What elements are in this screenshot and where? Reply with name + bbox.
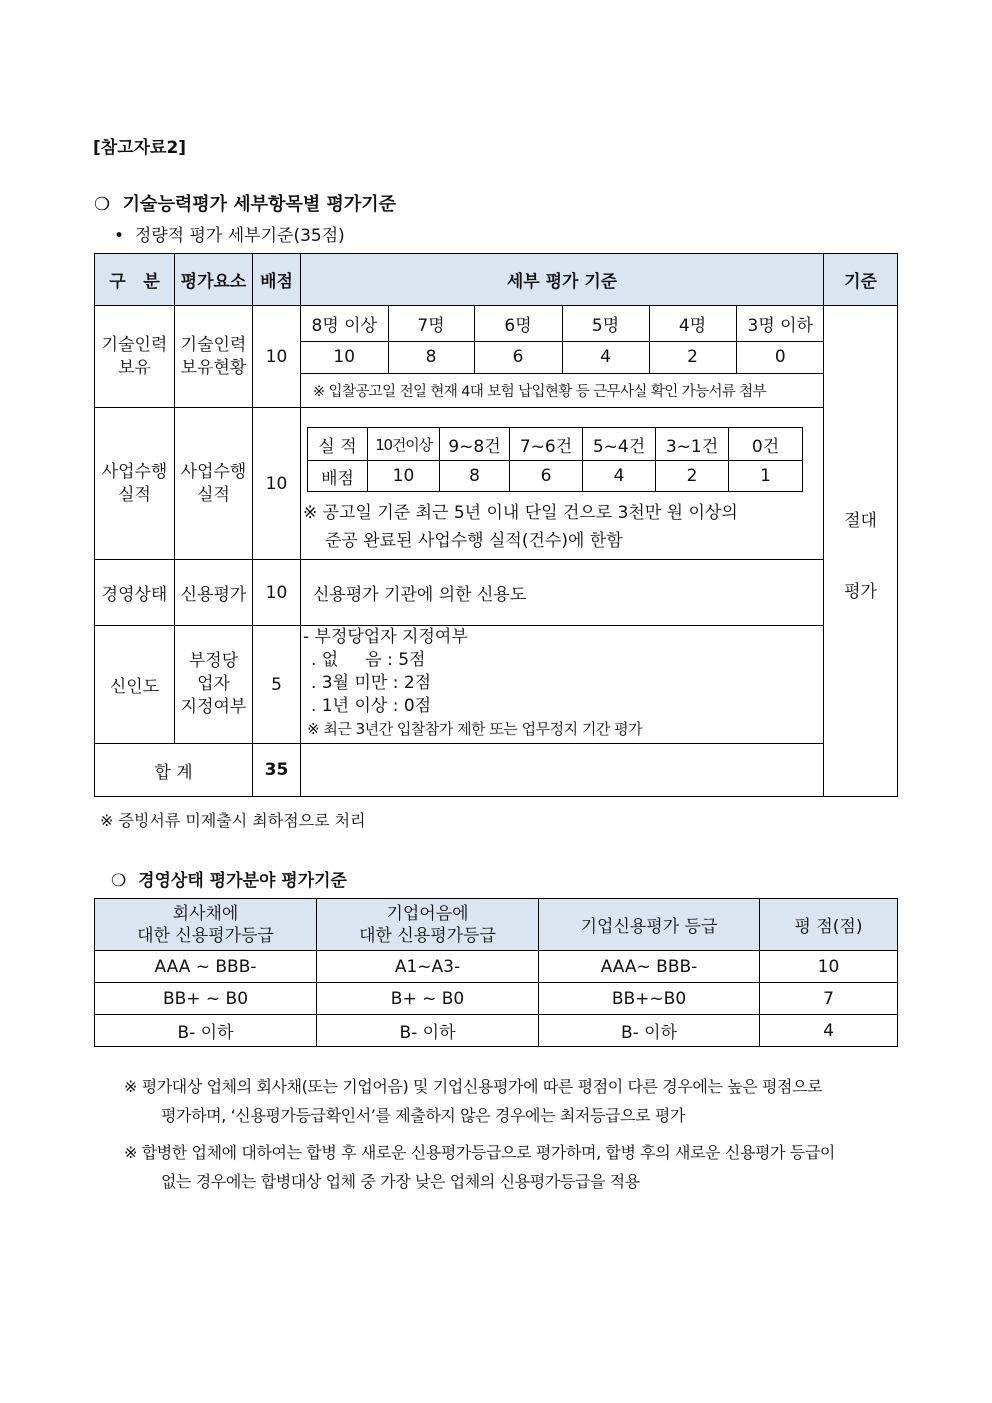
- reference-title: [참고자료2]: [93, 138, 187, 158]
- tech-note: ※ 입찰공고일 전일 현재 4대 보험 납입현황 등 근무사실 확인 가능서류 첨부: [313, 383, 767, 400]
- note-block-2: [124, 1138, 904, 1196]
- trust-detail: [301, 626, 824, 744]
- total-detail: [301, 744, 824, 797]
- header-element: 평가요소: [175, 254, 253, 306]
- rating-cell: B- 이하: [539, 1015, 760, 1047]
- evaluation-table: [94, 253, 898, 797]
- header-detail: 세부 평가 기준: [301, 254, 824, 306]
- tech-level-cell: 4명: [649, 306, 736, 341]
- biz-head-label: 실 적: [308, 428, 368, 461]
- biz-point-cell: 4: [583, 461, 656, 492]
- credit-rating-table: [94, 898, 898, 1047]
- biz-level-cell: 0건: [729, 428, 803, 461]
- mgmt-category: 경영상태: [95, 560, 175, 626]
- criteria-label-2: 평가: [844, 582, 877, 602]
- note-1-line-2: 평가하며, ‘신용평가등급확인서’를 제출하지 않은 경우에는 최저등급으로 평가: [161, 1106, 685, 1125]
- rating-cell: BB+~B0: [539, 983, 760, 1015]
- note-block-1: [124, 1072, 904, 1130]
- rating-header-bond: 회사채에 대한 신용평가등급: [95, 899, 317, 951]
- biz-level-cell: 5~4건: [583, 428, 656, 461]
- mgmt-element: 신용평가: [175, 560, 253, 626]
- note-1-line-1: ※ 평가대상 업체의 회사채(또는 기업어음) 및 기업신용평가에 따른 평점이 다른 경우에는 높은 평점으로: [124, 1077, 823, 1096]
- table-row: [95, 983, 898, 1015]
- total-score: 35: [253, 744, 301, 797]
- rating-header-points: 평 점(점): [760, 899, 898, 951]
- table-row: [95, 951, 898, 983]
- tech-score: 10: [253, 306, 301, 408]
- biz-level-cell: 3~1건: [656, 428, 729, 461]
- trust-line-2: . 없 음 : 5점: [311, 650, 426, 670]
- tech-level-cell: 3명 이하: [736, 306, 824, 341]
- biz-point-cell: 1: [729, 461, 803, 492]
- tech-level-cell: 5명: [562, 306, 649, 341]
- trust-line-1: - 부정당업자 지정여부: [303, 627, 468, 647]
- tech-element: 기술인력 보유현황: [175, 306, 253, 408]
- rating-cell: A1~A3-: [317, 951, 539, 983]
- biz-element: 사업수행 실적: [175, 408, 253, 560]
- note-2-line-2: 없는 경우에는 합병대상 업체 중 가장 낮은 업체의 신용평가등급을 적용: [161, 1172, 640, 1191]
- header-score: 배점: [253, 254, 301, 306]
- rating-header-bill: 기업어음에 대한 신용평가등급: [317, 899, 539, 951]
- mgmt-detail: [301, 560, 824, 626]
- biz-note-1: ※ 공고일 기준 최근 5년 이내 단일 건으로 3천만 원 이상의: [303, 503, 738, 523]
- tech-category: 기술인력 보유: [95, 306, 175, 408]
- mgmt-detail-text: 신용평가 기관에 의한 신용도: [313, 585, 527, 605]
- note-2-line-1: ※ 합병한 업체에 대하여는 합병 후 새로운 신용평가등급으로 평가하며, 합병 후의 새로운 신용평가 등급이: [124, 1143, 835, 1162]
- tech-point-cell: 4: [562, 341, 649, 373]
- rating-cell: B+ ~ B0: [317, 983, 539, 1015]
- tech-point-cell: 2: [649, 341, 736, 373]
- mgmt-score: 10: [253, 560, 301, 626]
- trust-line-5: ※ 최근 3년간 입찰참가 제한 또는 업무정지 기간 평가: [307, 720, 643, 738]
- criteria-absolute: [824, 306, 898, 797]
- biz-level-cell: 9~8건: [440, 428, 510, 461]
- tech-point-cell: 8: [388, 341, 474, 373]
- biz-points-label: 배점: [308, 461, 368, 492]
- tech-point-cell: 10: [301, 341, 388, 373]
- biz-level-cell: 7~6건: [510, 428, 583, 461]
- section1-subtitle: • 정량적 평가 세부기준(35점): [114, 226, 345, 246]
- biz-point-cell: 10: [368, 461, 440, 492]
- rating-cell: AAA ~ BBB-: [95, 951, 317, 983]
- tech-point-cell: 6: [474, 341, 562, 373]
- criteria-label-1: 절대: [844, 511, 877, 531]
- rating-cell: B- 이하: [317, 1015, 539, 1047]
- section1-footnote: ※ 증빙서류 미제출시 최하점으로 처리: [100, 811, 366, 830]
- biz-point-cell: 8: [440, 461, 510, 492]
- tech-level-cell: 7명: [388, 306, 474, 341]
- rating-cell: 4: [760, 1015, 898, 1047]
- rating-header-corp: 기업신용평가 등급: [539, 899, 760, 951]
- biz-score: 10: [253, 408, 301, 560]
- biz-point-cell: 6: [510, 461, 583, 492]
- biz-level-table: [307, 427, 803, 492]
- biz-note-2: 준공 완료된 사업수행 실적(건수)에 한함: [325, 531, 623, 551]
- tech-level-table: [301, 306, 824, 374]
- tech-level-cell: 6명: [474, 306, 562, 341]
- rating-cell: 7: [760, 983, 898, 1015]
- rating-cell: 10: [760, 951, 898, 983]
- total-label: 합 계: [95, 744, 253, 797]
- trust-score: 5: [253, 626, 301, 744]
- rating-cell: AAA~ BBB-: [539, 951, 760, 983]
- biz-detail: [301, 408, 824, 560]
- biz-level-cell: 10건이상: [368, 428, 440, 461]
- header-criteria: 기준: [824, 254, 898, 306]
- trust-line-4: . 1년 이상 : 0점: [311, 696, 432, 716]
- biz-point-cell: 2: [656, 461, 729, 492]
- rating-cell: BB+ ~ B0: [95, 983, 317, 1015]
- header-category: 구 분: [95, 254, 175, 306]
- trust-element: 부정당 업자 지정여부: [175, 626, 253, 744]
- tech-point-cell: 0: [736, 341, 824, 373]
- biz-category: 사업수행 실적: [95, 408, 175, 560]
- section1-title: ❍ 기술능력평가 세부항목별 평가기준: [94, 194, 397, 215]
- section2-title: ❍ 경영상태 평가분야 평가기준: [111, 871, 347, 891]
- trust-category: 신인도: [95, 626, 175, 744]
- rating-cell: B- 이하: [95, 1015, 317, 1047]
- trust-line-3: . 3월 미만 : 2점: [311, 673, 432, 693]
- table-row: [95, 1015, 898, 1047]
- tech-detail: [301, 306, 824, 408]
- tech-level-cell: 8명 이상: [301, 306, 388, 341]
